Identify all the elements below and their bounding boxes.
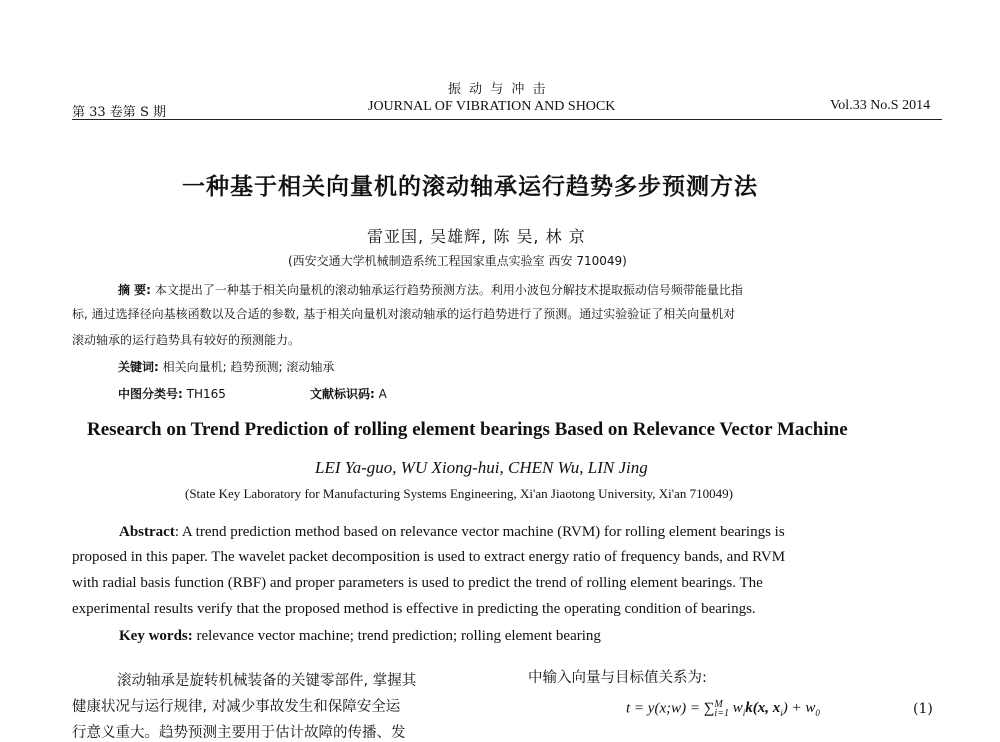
keywords-cn-label: 关键词: [118, 360, 159, 374]
keywords-en-text: relevance vector machine; trend prediction; rolling element bearing [196, 628, 601, 644]
paper-title-cn: 一种基于相关向量机的滚动轴承运行趋势多步预测方法 [182, 174, 758, 200]
abstract-en-line-2: proposed in this paper. The wavelet packet decomposition is used to extract energy ratio of frequency bands, and RVM [72, 549, 786, 565]
abstract-cn-label: 摘 要: [118, 283, 151, 297]
kernel-index: i [780, 708, 783, 719]
header-rule [72, 119, 942, 120]
body-left-line-1: 滚动轴承是旋转机械装备的关键零部件, 掌握其 [117, 673, 417, 689]
abstract-cn-text-1: 本文提出了一种基于相关向量机的滚动轴承运行趋势预测方法。利用小波包分解技术提取振动信号频带能量比指 [154, 283, 743, 297]
abstract-en-line-1 [119, 524, 785, 541]
paper-title-en: Research on Trend Prediction of rolling element bearings Based on Relevance Vector Machine [87, 419, 848, 440]
authors-en: LEI Ya-guo, WU Xiong-hui, CHEN Wu, LIN Jing [315, 458, 648, 477]
bias-index: 0 [815, 708, 820, 719]
weight-symbol: w [732, 700, 743, 717]
sum-lower-limit: i=1 [714, 708, 729, 719]
clc-value: TH165 [186, 387, 226, 401]
abstract-cn-line-2: 标, 通过选择径向基核函数以及合适的参数, 基于相关向量机对滚动轴承的运行趋势进行了预测。通过实验验证了相关向量机对 [72, 307, 736, 321]
keywords-cn-text: 相关向量机; 趋势预测; 滚动轴承 [162, 360, 335, 374]
body-left-line-2: 健康状况与运行规律, 对减少事故发生和保障安全运 [72, 699, 401, 715]
abstract-en-text-1: : A trend prediction method based on relevance vector machine (RVM) for rolling element bearings is [174, 524, 785, 540]
sum-upper-limit: M [714, 699, 723, 710]
abstract-cn-line-3: 滚动轴承的运行趋势具有较好的预测能力。 [72, 333, 301, 347]
abstract-cn-line-1 [118, 281, 743, 298]
body-left-line-3: 行意义重大。趋势预测主要用于估计故障的传播、发 [72, 725, 406, 741]
journal-name-cn: 振 动 与 冲 击 [448, 82, 548, 97]
affiliation-cn: (西安交通大学机械制造系统工程国家重点实验室 西安 710049) [288, 254, 627, 268]
authors-cn: 雷亚国, 吴雄辉, 陈 吴, 林 京 [367, 227, 586, 246]
body-right-line-1: 中输入向量与目标值关系为: [528, 670, 707, 686]
issue-cn: 第 33 卷第 S 期 [72, 105, 166, 120]
affiliation-en: (State Key Laboratory for Manufacturing Systems Engineering, Xi'an Jiaotong University, Xi'an 710049) [185, 486, 733, 501]
keywords-en [119, 628, 601, 645]
equation-1 [626, 700, 820, 718]
equation-lhs: t = y(x;w) = ∑ [626, 700, 715, 717]
document-code-value: A [378, 387, 387, 401]
bias-term: ) + w [782, 700, 816, 717]
equation-number: (1) [913, 701, 933, 717]
abstract-en-line-3: with radial basis function (RBF) and proper parameters is used to predict the trend of rolling element bearings. The [72, 575, 763, 591]
keywords-en-label: Key words: [119, 628, 193, 644]
abstract-en-line-4: experimental results verify that the proposed method is effective in predicting the operating condition of bearings. [72, 601, 756, 617]
document-code [310, 385, 387, 402]
abstract-en-label: Abstract [119, 524, 175, 540]
document-code-label: 文献标识码: [310, 387, 375, 401]
equation-sum-limits [714, 700, 729, 718]
journal-name-en: JOURNAL OF VIBRATION AND SHOCK [368, 99, 616, 114]
equation-rhs [732, 700, 820, 719]
issue-en: Vol.33 No.S 2014 [830, 98, 931, 113]
clc-number [118, 385, 226, 402]
weight-index: i [742, 708, 746, 719]
kernel-term: k(x, x [745, 700, 781, 717]
keywords-cn [118, 358, 334, 375]
clc-label: 中图分类号: [118, 387, 183, 401]
